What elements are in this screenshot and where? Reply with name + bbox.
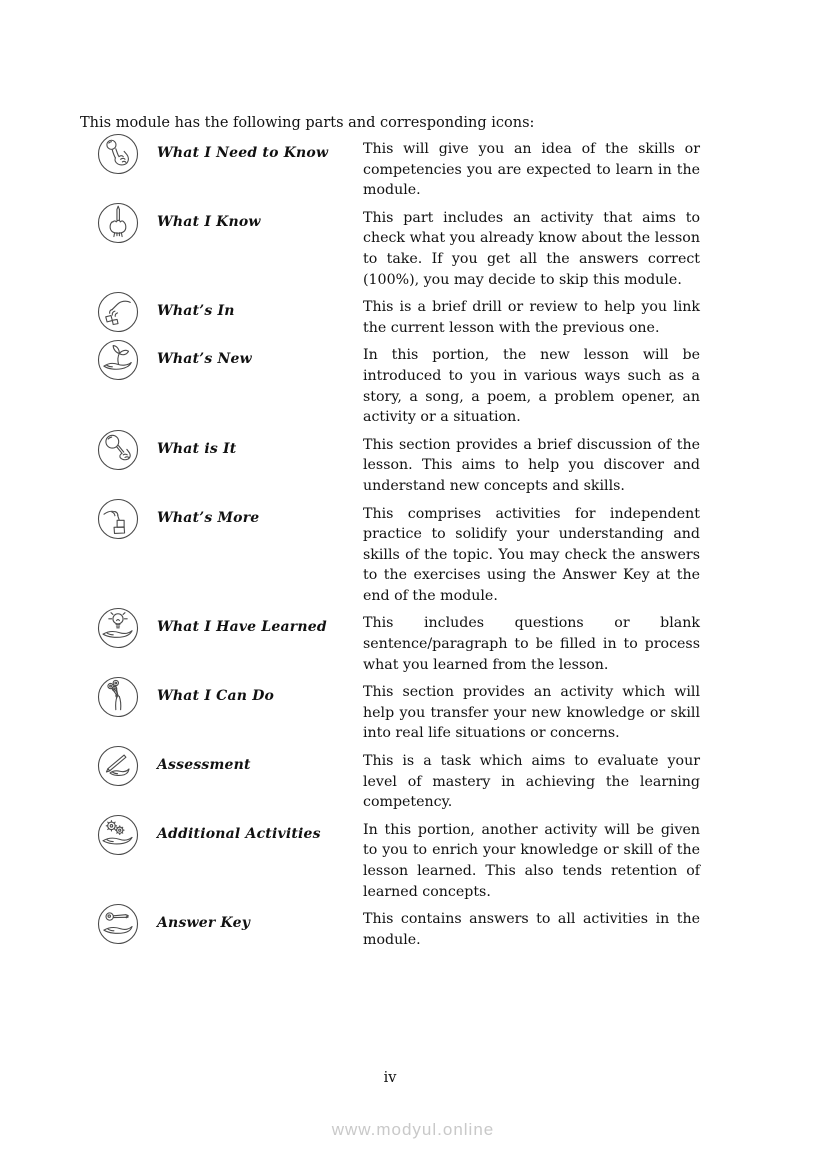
part-label: Assessment: [157, 757, 251, 774]
icon-cell: [97, 676, 157, 718]
module-part-row: [97, 814, 700, 902]
part-label: What I Know: [157, 213, 261, 230]
module-part-row: [97, 498, 700, 607]
part-description: In this portion, the new lesson will be introduced to you in various ways such as a story, a song, a poem, a problem opener, an activity or a situation.: [363, 347, 700, 426]
module-part-row: [97, 202, 700, 290]
module-part-row: [97, 291, 700, 338]
part-description: This is a task which aims to evaluate your level of mastery in achieving the learning competency.: [363, 753, 700, 811]
module-part-row: [97, 676, 700, 744]
module-part-row: [97, 903, 700, 950]
hand-with-lightbulb-icon: [97, 607, 139, 649]
hand-with-sprout-icon: [97, 339, 139, 381]
part-description: This contains answers to all activities in the module.: [363, 911, 700, 948]
icon-cell: [97, 607, 157, 649]
part-description: In this portion, another activity will be given to you to enrich your knowledge or skill of the lesson learned. This also tends retention of learned concepts.: [363, 821, 700, 900]
hand-with-magnifier-icon: [97, 429, 139, 471]
part-label: What’s More: [157, 509, 260, 526]
hand-with-gears-icon: [97, 814, 139, 856]
hand-holding-key-icon: [97, 903, 139, 945]
hand-writing-pen-icon: [97, 745, 139, 787]
icon-cell: [97, 814, 157, 856]
hand-holding-pencil-icon: [97, 202, 139, 244]
icon-cell: [97, 745, 157, 787]
module-part-row: [97, 607, 700, 675]
part-label: What’s In: [157, 303, 235, 320]
hand-holding-flowers-icon: [97, 676, 139, 718]
part-description: This will give you an idea of the skills or competencies you are expected to learn in the module.: [363, 141, 700, 199]
icon-cell: [97, 291, 157, 333]
part-description: This is a brief drill or review to help you link the current lesson with the previous one.: [363, 299, 700, 336]
hand-linking-blocks-icon: [97, 291, 139, 333]
part-description: This includes questions or blank sentence/paragraph to be filled in to process what you learned from the lesson.: [363, 615, 700, 673]
icon-cell: [97, 498, 157, 540]
part-label: What is It: [157, 440, 237, 457]
intro-text: This module has the following parts and corresponding icons:: [80, 114, 535, 131]
part-label: What I Have Learned: [157, 619, 327, 636]
part-description: This comprises activities for independent practice to solidify your understanding and skills of the topic. You may check the answers to the exercises using the Answer Key at the end of the module.: [363, 505, 700, 604]
page-number: iv: [383, 1070, 397, 1086]
part-label: Additional Activities: [157, 825, 321, 842]
icon-cell: [97, 202, 157, 244]
watermark: www.modyul.online: [331, 1120, 495, 1139]
part-label: What’s New: [157, 351, 252, 368]
icon-cell: [97, 429, 157, 471]
part-description: This part includes an activity that aims to check what you already know about the lesson to take. If you get all the answers correct (100%), you may decide to skip this module.: [363, 209, 700, 288]
part-label: What I Need to Know: [157, 145, 329, 161]
part-description: This section provides a brief discussion of the lesson. This aims to help you discover and understand new concepts and skills.: [363, 436, 700, 494]
part-label: What I Can Do: [157, 688, 275, 705]
part-description: This section provides an activity which will help you transfer your new knowledge or skill into real life situations or concerns.: [363, 684, 700, 742]
hand-stacking-blocks-icon: [97, 498, 139, 540]
module-part-row: [97, 133, 700, 201]
module-part-row: [97, 339, 700, 427]
part-label: Answer Key: [157, 915, 251, 932]
icon-cell: [97, 133, 157, 175]
module-parts-list: [97, 133, 700, 951]
module-part-row: [97, 429, 700, 497]
icon-cell: [97, 339, 157, 381]
icon-cell: [97, 903, 157, 945]
hand-pressing-button-icon: [97, 133, 139, 175]
module-part-row: [97, 745, 700, 813]
